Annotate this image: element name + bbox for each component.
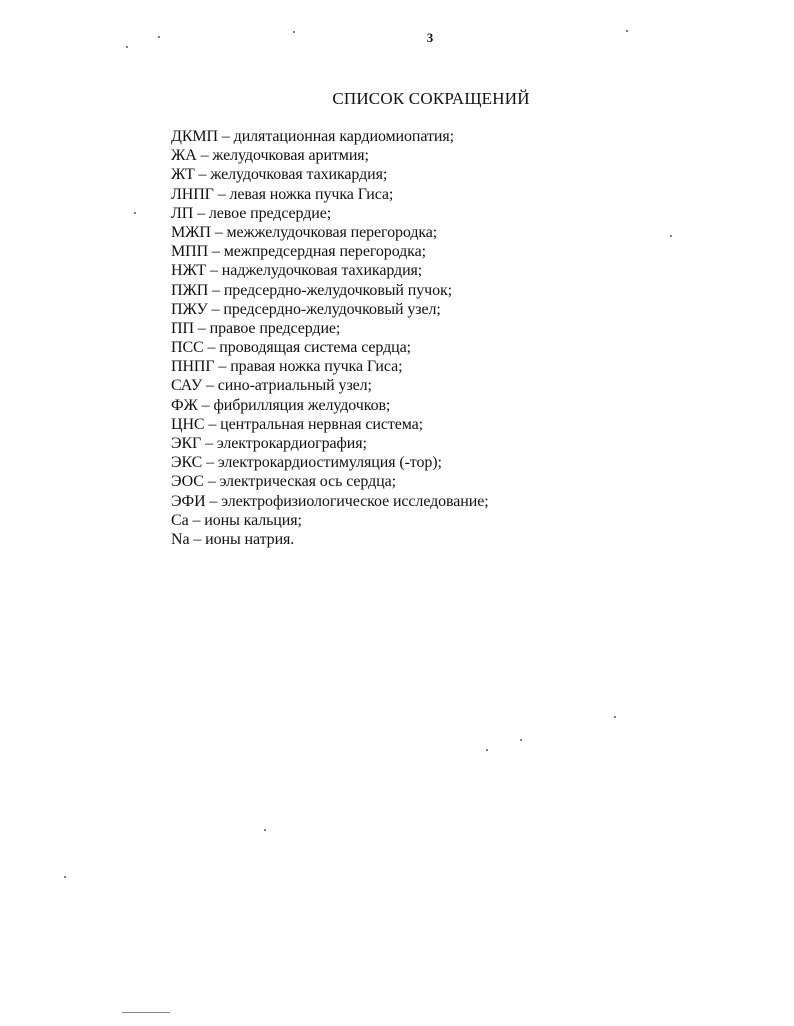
- scan-speck: [614, 716, 616, 718]
- abbreviation-item: ПНПГ – правая ножка пучка Гиса;: [171, 358, 403, 376]
- scan-mark: [122, 1012, 170, 1013]
- abbreviation-item: ЖТ – желудочковая тахикардия;: [171, 166, 388, 184]
- scan-speck: [64, 876, 66, 878]
- abbreviation-item: ЛП – левое предсердие;: [171, 204, 332, 222]
- abbreviation-item: МПП – межпредсердная перегородка;: [171, 243, 426, 261]
- scan-speck: [264, 829, 266, 831]
- scan-speck: [486, 749, 488, 751]
- abbreviation-item: ПЖП – предсердно-желудочковый пучок;: [171, 281, 453, 299]
- scan-speck: [626, 30, 628, 32]
- abbreviation-item: ЛНПГ – левая ножка пучка Гиса;: [171, 185, 394, 203]
- scan-speck: [126, 46, 128, 48]
- scan-speck: [670, 235, 672, 237]
- page-number: 3: [426, 30, 434, 45]
- scan-speck: [293, 31, 295, 33]
- abbreviation-item: МЖП – межжелудочковая перегородка;: [171, 223, 438, 241]
- scan-speck: [158, 36, 160, 38]
- abbreviation-item: ПП – правое предсердие;: [171, 319, 341, 337]
- abbreviation-item: ЭКГ – электрокардиография;: [171, 435, 367, 452]
- page-title: СПИСОК СОКРАЩЕНИЙ: [332, 89, 530, 108]
- abbreviation-item: ЦНС – центральная нервная система;: [171, 415, 424, 433]
- abbreviation-item: ЭОС – электрическая ось сердца;: [171, 473, 396, 491]
- scan-speck: [134, 212, 136, 214]
- abbreviation-list: [171, 127, 489, 549]
- abbreviation-item: ЭКС – электрокардиостимуляция (-тор);: [171, 454, 442, 472]
- abbreviation-item: ЖА – желудочковая аритмия;: [171, 147, 369, 165]
- abbreviation-item: ЭФИ – электрофизиологическое исследование;: [171, 492, 489, 510]
- abbreviation-item: Са – ионы кальция;: [171, 511, 302, 529]
- abbreviation-item: ФЖ – фибрилляция желудочков;: [171, 396, 391, 414]
- abbreviation-item: САУ – сино-атриальный узел;: [171, 377, 372, 395]
- abbreviation-item: НЖТ – наджелудочковая тахикардия;: [171, 262, 423, 280]
- abbreviation-item: ДКМП – дилятационная кардиомиопатия;: [171, 128, 454, 145]
- abbreviation-item: Na – ионы натрия.: [171, 530, 295, 548]
- abbreviation-item: ПЖУ – предсердно-желудочковый узел;: [171, 300, 441, 318]
- scan-speck: [520, 739, 522, 741]
- abbreviation-item: ПСС – проводящая система сердца;: [171, 339, 411, 357]
